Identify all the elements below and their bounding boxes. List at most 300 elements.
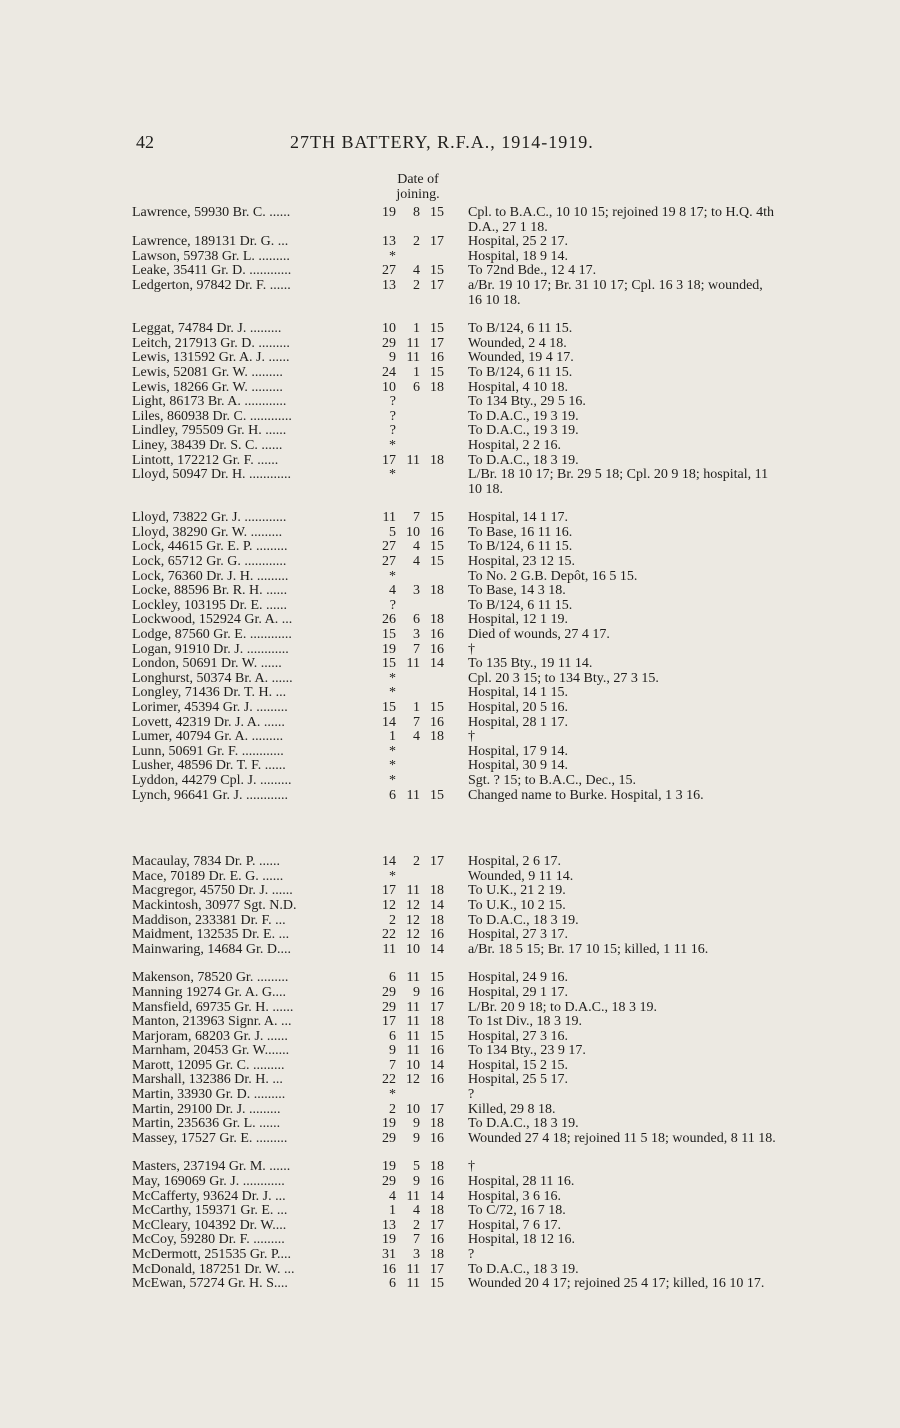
joining-day: 16 bbox=[382, 1261, 396, 1277]
soldier-name: Manton, 213963 Signr. A. ... bbox=[132, 1015, 292, 1030]
soldier-name: Lodge, 87560 Gr. E. ............ bbox=[132, 628, 292, 643]
joining-day: 29 bbox=[382, 999, 396, 1015]
roll-entries bbox=[0, 206, 900, 1292]
joining-month: 1 bbox=[413, 364, 420, 380]
joining-year: 16 bbox=[430, 627, 444, 643]
joining-date bbox=[372, 584, 464, 599]
roll-entry bbox=[0, 943, 900, 958]
joining-year: 15 bbox=[430, 1028, 444, 1044]
joining-day: ? bbox=[389, 408, 396, 424]
service-remark: Hospital, 12 1 19. bbox=[468, 612, 568, 628]
joining-month: 4 bbox=[413, 539, 420, 555]
joining-year: 15 bbox=[430, 205, 444, 220]
joining-month: 11 bbox=[406, 1028, 420, 1044]
soldier-name: Lovett, 42319 Dr. J. A. ...... bbox=[132, 715, 285, 730]
joining-date bbox=[372, 1248, 464, 1263]
joining-day: 9 bbox=[389, 350, 396, 366]
joining-day: 5 bbox=[389, 524, 396, 540]
soldier-name: Lawson, 59738 Gr. L. ......... bbox=[132, 249, 290, 264]
service-remark: L/Br. 18 10 17; Br. 29 5 18; Cpl. 20 9 18; hospital, 11 10 18. bbox=[468, 467, 769, 497]
joining-year: 16 bbox=[430, 524, 444, 540]
joining-day: 10 bbox=[382, 321, 396, 337]
roll-entry bbox=[0, 1277, 900, 1292]
joining-month: 3 bbox=[413, 1247, 420, 1262]
roll-entry bbox=[0, 1204, 900, 1219]
joining-date bbox=[372, 701, 464, 716]
roll-section bbox=[0, 855, 900, 957]
joining-day: 19 bbox=[382, 1159, 396, 1175]
joining-day: 13 bbox=[382, 277, 396, 293]
roll-entry bbox=[0, 395, 900, 410]
joining-date bbox=[372, 555, 464, 570]
service-remark: To D.A.C., 18 3 19. bbox=[468, 912, 579, 928]
soldier-name: Mansfield, 69735 Gr. H. ...... bbox=[132, 1000, 294, 1015]
joining-day: 4 bbox=[389, 1188, 396, 1204]
joining-date bbox=[372, 511, 464, 526]
joining-year bbox=[420, 870, 444, 885]
joining-day: 26 bbox=[382, 612, 396, 628]
joining-month: 12 bbox=[406, 912, 420, 928]
joining-day: * bbox=[389, 248, 396, 264]
roll-entry bbox=[0, 657, 900, 672]
soldier-name: Makenson, 78520 Gr. ......... bbox=[132, 971, 289, 986]
joining-year: 14 bbox=[430, 1188, 444, 1204]
joining-month: 11 bbox=[406, 970, 420, 986]
soldier-name: Lunn, 50691 Gr. F. ............ bbox=[132, 744, 284, 759]
service-remark: To 134 Bty., 23 9 17. bbox=[468, 1043, 586, 1059]
joining-date bbox=[372, 613, 464, 628]
roll-entry bbox=[0, 454, 900, 469]
service-remark: Sgt. ? 15; to B.A.C., Dec., 15. bbox=[468, 772, 636, 788]
joining-month: 9 bbox=[413, 1116, 420, 1132]
joining-year: 16 bbox=[430, 1130, 444, 1146]
service-remark: Hospital, 7 6 17. bbox=[468, 1217, 561, 1233]
joining-year: 15 bbox=[430, 700, 444, 715]
joining-day: 19 bbox=[382, 641, 396, 657]
soldier-name: Macgregor, 45750 Dr. J. ...... bbox=[132, 884, 293, 899]
joining-day: * bbox=[389, 437, 396, 453]
roll-entry bbox=[0, 540, 900, 555]
soldier-name: Massey, 17527 Gr. E. ......... bbox=[132, 1131, 288, 1146]
joining-date bbox=[372, 914, 464, 929]
soldier-name: Lyddon, 44279 Cpl. J. ......... bbox=[132, 773, 292, 788]
service-remark: Hospital, 24 9 16. bbox=[468, 970, 568, 986]
service-remark: To B/124, 6 11 15. bbox=[468, 539, 573, 555]
service-remark: To B/124, 6 11 15. bbox=[468, 321, 573, 337]
roll-entry bbox=[0, 1233, 900, 1248]
joining-month bbox=[396, 759, 420, 774]
joining-day: ? bbox=[389, 597, 396, 613]
service-remark: Hospital, 18 12 16. bbox=[468, 1232, 575, 1248]
joining-day: 31 bbox=[382, 1247, 396, 1262]
joining-date bbox=[372, 279, 464, 308]
joining-year: 15 bbox=[430, 554, 444, 570]
service-remark: Hospital, 4 10 18. bbox=[468, 379, 568, 395]
joining-month bbox=[396, 395, 420, 410]
soldier-name: Marnham, 20453 Gr. W....... bbox=[132, 1044, 290, 1059]
joining-date bbox=[372, 643, 464, 658]
service-remark: a/Br. 18 5 15; Br. 17 10 15; killed, 1 11 16. bbox=[468, 941, 709, 957]
service-remark: Cpl. to B.A.C., 10 10 15; rejoined 19 8 17; to H.Q. 4th D.A., 27 1 18. bbox=[468, 205, 775, 235]
joining-year bbox=[420, 672, 444, 687]
service-remark: Hospital, 27 3 16. bbox=[468, 1028, 568, 1044]
joining-date bbox=[372, 789, 464, 804]
soldier-name: May, 169069 Gr. J. ............ bbox=[132, 1175, 285, 1190]
roll-entry bbox=[0, 1175, 900, 1190]
service-remark: Killed, 29 8 18. bbox=[468, 1101, 556, 1117]
joining-date bbox=[372, 264, 464, 279]
joining-date bbox=[372, 1263, 464, 1278]
joining-day: 6 bbox=[389, 970, 396, 986]
joining-month: 10 bbox=[406, 1057, 420, 1073]
running-title: 27TH BATTERY, R.F.A., 1914-1919. bbox=[290, 132, 594, 152]
roll-entry bbox=[0, 613, 900, 628]
soldier-name: Lockley, 103195 Dr. E. ...... bbox=[132, 598, 288, 613]
service-remark: To D.A.C., 19 3 19. bbox=[468, 423, 579, 439]
joining-year: 14 bbox=[430, 1057, 444, 1073]
joining-year: 15 bbox=[430, 970, 444, 986]
joining-day: 17 bbox=[382, 883, 396, 899]
joining-year: 18 bbox=[430, 729, 444, 745]
section-gap bbox=[0, 1146, 900, 1160]
soldier-name: Longhurst, 50374 Br. A. ...... bbox=[132, 671, 293, 686]
soldier-name: Leake, 35411 Gr. D. ............ bbox=[132, 264, 292, 279]
service-remark: † bbox=[468, 729, 475, 745]
joining-date bbox=[372, 410, 464, 425]
roll-section bbox=[0, 206, 900, 308]
roll-entry bbox=[0, 1059, 900, 1074]
joining-date bbox=[372, 1059, 464, 1074]
joining-year: 15 bbox=[430, 539, 444, 555]
joining-day: 15 bbox=[382, 656, 396, 672]
joining-month: 7 bbox=[413, 1232, 420, 1248]
service-remark: Hospital, 23 12 15. bbox=[468, 554, 575, 570]
service-remark: To 1st Div., 18 3 19. bbox=[468, 1014, 583, 1030]
soldier-name: Martin, 29100 Dr. J. ......... bbox=[132, 1102, 281, 1117]
service-remark: To Base, 16 11 16. bbox=[468, 524, 573, 540]
joining-year bbox=[420, 599, 444, 614]
joining-year: 16 bbox=[430, 1174, 444, 1190]
joining-day: 24 bbox=[382, 364, 396, 380]
roll-section bbox=[0, 971, 900, 1146]
soldier-name: Lock, 65712 Gr. G. ............ bbox=[132, 555, 287, 570]
soldier-name: Lawrence, 59930 Br. C. ...... bbox=[132, 206, 291, 220]
joining-day: 9 bbox=[389, 1043, 396, 1059]
joining-month bbox=[396, 439, 420, 454]
joining-date bbox=[372, 526, 464, 541]
joining-day: 10 bbox=[382, 379, 396, 395]
joining-month: 11 bbox=[406, 335, 420, 351]
joining-day: 14 bbox=[382, 854, 396, 870]
service-remark: a/Br. 19 10 17; Br. 31 10 17; Cpl. 16 3 18; wounded, 16 10 18. bbox=[468, 277, 763, 308]
service-remark: To D.A.C., 18 3 19. bbox=[468, 452, 579, 468]
roll-section bbox=[0, 511, 900, 803]
joining-month: 9 bbox=[413, 984, 420, 1000]
roll-entry bbox=[0, 1263, 900, 1278]
joining-date bbox=[372, 381, 464, 396]
joining-year: 16 bbox=[430, 1072, 444, 1088]
soldier-name: Manning 19274 Gr. A. G.... bbox=[132, 985, 286, 1000]
joining-year: 15 bbox=[430, 787, 444, 803]
service-remark: Hospital, 25 2 17. bbox=[468, 234, 568, 250]
joining-month bbox=[396, 599, 420, 614]
soldier-name: Marott, 12095 Gr. C. ......... bbox=[132, 1058, 285, 1073]
service-remark: Hospital, 2 2 16. bbox=[468, 437, 561, 453]
joining-year: 17 bbox=[430, 277, 444, 293]
joining-year: 18 bbox=[430, 452, 444, 468]
joining-day: 29 bbox=[382, 1130, 396, 1146]
joining-year: 17 bbox=[430, 234, 444, 250]
section-gap bbox=[0, 308, 900, 322]
joining-month: 11 bbox=[406, 1043, 420, 1059]
joining-month bbox=[396, 686, 420, 701]
joining-day: * bbox=[389, 670, 396, 686]
joining-year: 18 bbox=[430, 1116, 444, 1132]
roll-entry bbox=[0, 1248, 900, 1263]
joining-day: 12 bbox=[382, 897, 396, 913]
joining-month: 7 bbox=[413, 641, 420, 657]
joining-date bbox=[372, 250, 464, 265]
roll-entry bbox=[0, 555, 900, 570]
soldier-name: Lewis, 52081 Gr. W. ......... bbox=[132, 365, 283, 380]
soldier-name: Mackintosh, 30977 Sgt. N.D. bbox=[132, 898, 297, 913]
joining-year bbox=[420, 410, 444, 425]
service-remark: Wounded, 9 11 14. bbox=[468, 868, 574, 884]
joining-day: * bbox=[389, 772, 396, 788]
joining-year: 17 bbox=[430, 1101, 444, 1117]
roll-entry bbox=[0, 628, 900, 643]
joining-year: 16 bbox=[430, 927, 444, 943]
joining-year: 17 bbox=[430, 335, 444, 351]
service-remark: Hospital, 2 6 17. bbox=[468, 854, 561, 870]
date-header-line1: Date of bbox=[397, 172, 439, 187]
service-remark: † bbox=[468, 641, 475, 657]
joining-day: 2 bbox=[389, 1101, 396, 1117]
joining-day: 14 bbox=[382, 714, 396, 730]
joining-date bbox=[372, 628, 464, 643]
joining-month: 11 bbox=[406, 1014, 420, 1030]
joining-date bbox=[372, 730, 464, 745]
joining-year: 17 bbox=[430, 854, 444, 870]
joining-day: 6 bbox=[389, 787, 396, 803]
roll-entry bbox=[0, 366, 900, 381]
soldier-name: Mainwaring, 14684 Gr. D.... bbox=[132, 942, 292, 957]
roll-entry bbox=[0, 686, 900, 701]
soldier-name: Lloyd, 73822 Gr. J. ............ bbox=[132, 511, 287, 526]
soldier-name: Lewis, 18266 Gr. W. ......... bbox=[132, 380, 283, 395]
joining-year: 18 bbox=[430, 583, 444, 599]
joining-date bbox=[372, 570, 464, 585]
roll-entry bbox=[0, 322, 900, 337]
section-gap bbox=[0, 803, 900, 855]
joining-date bbox=[372, 1001, 464, 1016]
joining-day: 13 bbox=[382, 1217, 396, 1233]
joining-year bbox=[420, 424, 444, 439]
roll-entry bbox=[0, 730, 900, 745]
service-remark: Hospital, 18 9 14. bbox=[468, 248, 568, 264]
joining-year: 15 bbox=[430, 321, 444, 337]
joining-year bbox=[420, 395, 444, 410]
roll-entry bbox=[0, 410, 900, 425]
soldier-name: Leggat, 74784 Dr. J. ......... bbox=[132, 322, 282, 337]
joining-month bbox=[396, 870, 420, 885]
service-remark: Hospital, 20 5 16. bbox=[468, 700, 568, 715]
joining-date bbox=[372, 943, 464, 958]
joining-year: 18 bbox=[430, 1014, 444, 1030]
joining-date bbox=[372, 1073, 464, 1088]
joining-month bbox=[396, 424, 420, 439]
joining-date bbox=[372, 774, 464, 789]
joining-day: * bbox=[389, 685, 396, 701]
service-remark: Hospital, 14 1 15. bbox=[468, 685, 568, 701]
joining-month: 3 bbox=[413, 583, 420, 599]
joining-date bbox=[372, 235, 464, 250]
joining-year bbox=[420, 759, 444, 774]
roll-entry bbox=[0, 1160, 900, 1175]
service-remark: To 135 Bty., 19 11 14. bbox=[468, 656, 593, 672]
soldier-name: McEwan, 57274 Gr. H. S.... bbox=[132, 1277, 288, 1292]
joining-month bbox=[396, 250, 420, 265]
service-remark: Hospital, 15 2 15. bbox=[468, 1057, 568, 1073]
joining-year bbox=[420, 745, 444, 760]
joining-year: 15 bbox=[430, 510, 444, 526]
joining-date bbox=[372, 1030, 464, 1045]
joining-month: 11 bbox=[406, 350, 420, 366]
joining-day: 11 bbox=[382, 510, 396, 526]
joining-date bbox=[372, 745, 464, 760]
joining-date bbox=[372, 1233, 464, 1248]
joining-day: 29 bbox=[382, 984, 396, 1000]
roll-entry bbox=[0, 264, 900, 279]
joining-month: 11 bbox=[406, 1261, 420, 1277]
service-remark: Wounded 27 4 18; rejoined 11 5 18; wounded, 8 11 18. bbox=[468, 1130, 776, 1146]
joining-date bbox=[372, 366, 464, 381]
joining-date bbox=[372, 672, 464, 687]
joining-date bbox=[372, 337, 464, 352]
roll-entry bbox=[0, 643, 900, 658]
service-remark: To No. 2 G.B. Depôt, 16 5 15. bbox=[468, 568, 638, 584]
soldier-name: Lloyd, 38290 Gr. W. ......... bbox=[132, 525, 283, 540]
joining-date bbox=[372, 395, 464, 410]
joining-year: 18 bbox=[430, 1247, 444, 1262]
joining-date bbox=[372, 657, 464, 672]
joining-month: 4 bbox=[413, 729, 420, 745]
joining-year: 17 bbox=[430, 999, 444, 1015]
roll-entry bbox=[0, 870, 900, 885]
joining-day: 27 bbox=[382, 554, 396, 570]
joining-day: 2 bbox=[389, 912, 396, 928]
soldier-name: Liney, 38439 Dr. S. C. ...... bbox=[132, 438, 283, 453]
joining-month: 2 bbox=[413, 234, 420, 250]
soldier-name: Marshall, 132386 Dr. H. ... bbox=[132, 1073, 283, 1088]
joining-date bbox=[372, 540, 464, 555]
joining-day: 19 bbox=[382, 205, 396, 220]
joining-date bbox=[372, 1190, 464, 1205]
joining-year: 18 bbox=[430, 612, 444, 628]
joining-date bbox=[372, 1103, 464, 1118]
soldier-name: Lindley, 795509 Gr. H. ...... bbox=[132, 424, 287, 439]
joining-month bbox=[396, 468, 420, 497]
soldier-name: Lynch, 96641 Gr. J. ............ bbox=[132, 788, 288, 803]
joining-month: 2 bbox=[413, 1217, 420, 1233]
joining-day: 6 bbox=[389, 1028, 396, 1044]
soldier-name: Lockwood, 152924 Gr. A. ... bbox=[132, 613, 293, 628]
soldier-name: Marjoram, 68203 Gr. J. ...... bbox=[132, 1029, 288, 1044]
joining-day: 19 bbox=[382, 1116, 396, 1132]
joining-day: * bbox=[389, 743, 396, 759]
roll-entry bbox=[0, 971, 900, 986]
roll-entry bbox=[0, 1015, 900, 1030]
joining-year bbox=[420, 686, 444, 701]
service-remark: To U.K., 10 2 15. bbox=[468, 897, 566, 913]
joining-month: 10 bbox=[406, 1101, 420, 1117]
joining-date bbox=[372, 206, 464, 235]
joining-month bbox=[396, 774, 420, 789]
joining-month: 12 bbox=[406, 927, 420, 943]
joining-date bbox=[372, 1160, 464, 1175]
roll-entry bbox=[0, 745, 900, 760]
soldier-name: Ledgerton, 97842 Dr. F. ...... bbox=[132, 278, 291, 293]
joining-day: 27 bbox=[382, 539, 396, 555]
joining-date bbox=[372, 971, 464, 986]
roll-entry bbox=[0, 1030, 900, 1045]
joining-month: 12 bbox=[406, 1072, 420, 1088]
roll-entry bbox=[0, 511, 900, 526]
roll-section bbox=[0, 322, 900, 497]
joining-year: 16 bbox=[430, 350, 444, 366]
joining-year: 15 bbox=[430, 1276, 444, 1292]
soldier-name: Liles, 860938 Dr. C. ............ bbox=[132, 409, 292, 424]
joining-day: 19 bbox=[382, 1232, 396, 1248]
joining-day: * bbox=[389, 467, 396, 483]
joining-month bbox=[396, 1088, 420, 1103]
joining-day: * bbox=[389, 568, 396, 584]
soldier-name: McCafferty, 93624 Dr. J. ... bbox=[132, 1189, 286, 1204]
roll-entry bbox=[0, 1190, 900, 1205]
date-header-line2: joining. bbox=[396, 187, 440, 202]
joining-date bbox=[372, 439, 464, 454]
joining-year: 18 bbox=[430, 912, 444, 928]
service-remark: Hospital, 3 6 16. bbox=[468, 1188, 561, 1204]
service-remark: Hospital, 27 3 17. bbox=[468, 927, 568, 943]
service-remark: To D.A.C., 18 3 19. bbox=[468, 1261, 579, 1277]
roll-entry bbox=[0, 468, 900, 497]
soldier-name: Lintott, 172212 Gr. F. ...... bbox=[132, 453, 279, 468]
joining-date bbox=[372, 884, 464, 899]
service-remark: ? bbox=[468, 1247, 475, 1262]
service-remark: To B/124, 6 11 15. bbox=[468, 597, 573, 613]
joining-day: 15 bbox=[382, 700, 396, 715]
joining-month: 6 bbox=[413, 379, 420, 395]
roll-entry bbox=[0, 701, 900, 716]
service-remark: Hospital, 30 9 14. bbox=[468, 758, 568, 774]
joining-date bbox=[372, 1044, 464, 1059]
joining-date bbox=[372, 1015, 464, 1030]
joining-date bbox=[372, 899, 464, 914]
joining-year: 15 bbox=[430, 364, 444, 380]
joining-date bbox=[372, 1132, 464, 1147]
joining-month: 10 bbox=[406, 524, 420, 540]
roll-entry bbox=[0, 928, 900, 943]
joining-month: 1 bbox=[413, 321, 420, 337]
joining-year: 14 bbox=[430, 897, 444, 913]
soldier-name: Logan, 91910 Dr. J. ............ bbox=[132, 642, 289, 657]
roll-entry bbox=[0, 789, 900, 804]
joining-day: 6 bbox=[389, 1276, 396, 1292]
roll-entry bbox=[0, 1001, 900, 1016]
service-remark: Hospital, 29 1 17. bbox=[468, 984, 568, 1000]
joining-month bbox=[396, 410, 420, 425]
